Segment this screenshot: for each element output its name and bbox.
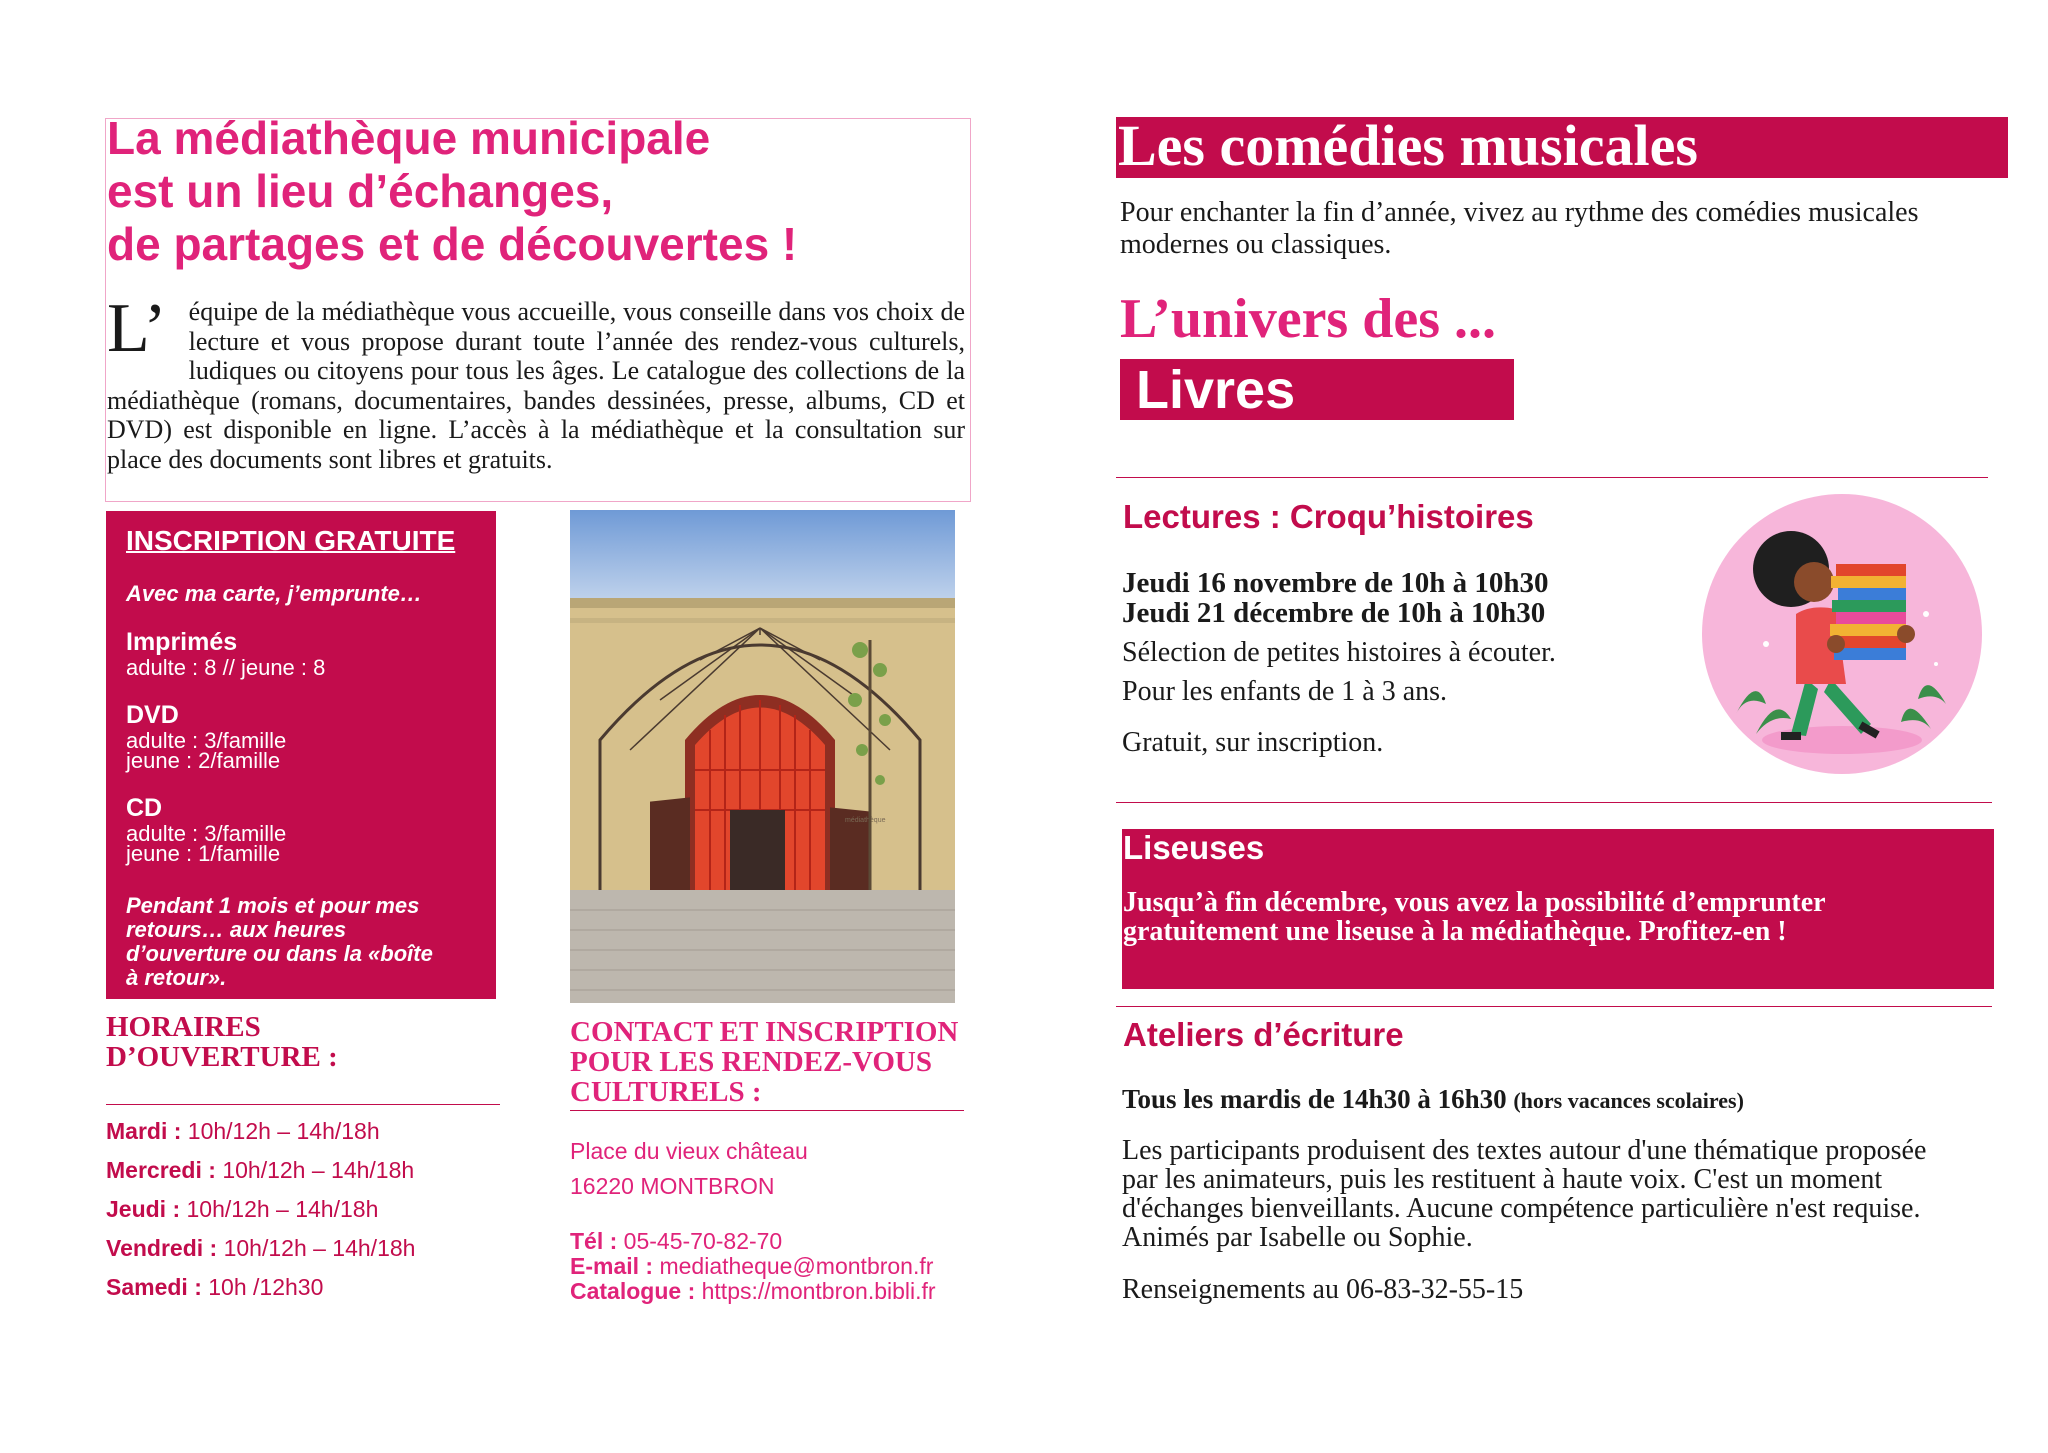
inscription-subtitle: Avec ma carte, j’emprunte… bbox=[126, 581, 422, 606]
catalogue-link[interactable]: https://montbron.bibli.fr bbox=[701, 1278, 936, 1304]
contact-address-city: 16220 MONTBRON bbox=[570, 1173, 775, 1199]
hours-day: Jeudi : bbox=[106, 1196, 181, 1222]
inscription-title: INSCRIPTION GRATUITE bbox=[126, 525, 456, 556]
comedies-line-2: modernes ou classiques. bbox=[1120, 229, 1392, 260]
univers-title: L’univers des ... bbox=[1120, 288, 1497, 350]
headline-line-3: de partages et de découvertes ! bbox=[107, 218, 798, 270]
hours-day: Vendredi : bbox=[106, 1235, 218, 1261]
hours-value: 10h/12h – 14h/18h bbox=[187, 1118, 380, 1144]
comedies-line-1: Pour enchanter la fin d’année, vivez au rythme des comédies musicales bbox=[1120, 197, 1919, 228]
headline-line-1: La médiathèque municipale bbox=[107, 112, 711, 164]
page-headline bbox=[107, 112, 967, 271]
ateliers-schedule-note: (hors vacances scolaires) bbox=[1513, 1088, 1744, 1113]
horaires-divider bbox=[106, 1104, 500, 1105]
cd-quota-adulte: adulte : 3/famille bbox=[126, 821, 287, 846]
lectures-dates bbox=[1122, 568, 1548, 628]
dvd-quota-adulte: adulte : 3/famille bbox=[126, 728, 287, 753]
ateliers-schedule bbox=[1122, 1084, 1744, 1115]
email-link[interactable]: mediatheque@montbron.fr bbox=[659, 1253, 934, 1279]
hours-row-jeudi bbox=[106, 1196, 378, 1223]
note-line-2: retours… aux heures bbox=[126, 917, 347, 942]
hours-value: 10h/12h – 14h/18h bbox=[186, 1196, 379, 1222]
section-divider bbox=[1116, 477, 1988, 478]
contact-title-line-2: POUR LES RENDEZ-VOUS bbox=[570, 1046, 932, 1078]
hours-day: Mardi : bbox=[106, 1118, 182, 1144]
liseuses-line-2: gratuitement une liseuse à la médiathèque. Profitez-en ! bbox=[1123, 916, 1787, 947]
ateliers-line-2: par les animateurs, puis les restituent à haute voix. C'est un moment bbox=[1122, 1164, 1883, 1195]
inscription-note bbox=[126, 894, 433, 990]
email-label: E-mail : bbox=[570, 1253, 654, 1279]
contact-email bbox=[570, 1253, 933, 1280]
intro-paragraph bbox=[107, 290, 965, 474]
liseuses-panel bbox=[1122, 829, 1994, 989]
comedies-description bbox=[1120, 197, 2000, 261]
horaires-title-line-1: HORAIRES bbox=[106, 1011, 261, 1043]
lectures-line-1: Sélection de petites histoires à écouter. bbox=[1122, 637, 1556, 668]
inscription-panel bbox=[106, 511, 496, 999]
comedies-title: Les comédies musicales bbox=[1118, 113, 1698, 178]
hours-value: 10h/12h – 14h/18h bbox=[222, 1157, 415, 1183]
contact-catalogue bbox=[570, 1278, 936, 1305]
dvd-quota-jeune: jeune : 2/famille bbox=[126, 748, 281, 773]
library-building-photo bbox=[570, 510, 955, 1003]
ateliers-title: Ateliers d’écriture bbox=[1123, 1016, 1404, 1053]
contact-title-line-1: CONTACT ET INSCRIPTION bbox=[570, 1016, 959, 1048]
liseuses-text bbox=[1123, 888, 1826, 946]
ateliers-line-3: d'échanges bienveillants. Aucune compétence particulière n'est requise. bbox=[1122, 1193, 1921, 1224]
contact-title-line-3: CULTURELS : bbox=[570, 1076, 762, 1108]
child-with-books-illustration bbox=[1696, 494, 1988, 774]
imprimes-heading: Imprimés bbox=[126, 628, 238, 656]
hours-value: 10h/12h – 14h/18h bbox=[223, 1235, 416, 1261]
liseuses-line-1: Jusqu’à fin décembre, vous avez la possibilité d’emprunter bbox=[1123, 887, 1826, 918]
hours-day: Samedi : bbox=[106, 1274, 202, 1300]
hours-row-mercredi bbox=[106, 1157, 414, 1184]
imprimes-quota: adulte : 8 // jeune : 8 bbox=[126, 655, 326, 680]
lectures-title: Lectures : Croqu’histoires bbox=[1123, 498, 1534, 535]
building-sign: médiathèque bbox=[845, 817, 886, 824]
intro-dropcap: L’ bbox=[107, 290, 167, 367]
hours-row-vendredi bbox=[106, 1235, 415, 1262]
headline-line-2: est un lieu d’échanges, bbox=[107, 165, 614, 217]
cd-quota-jeune: jeune : 1/famille bbox=[126, 841, 281, 866]
lectures-line-3: Gratuit, sur inscription. bbox=[1122, 727, 1384, 758]
note-line-4: à retour». bbox=[126, 965, 227, 990]
hours-row-samedi bbox=[106, 1274, 323, 1301]
section-divider bbox=[1116, 802, 1992, 803]
lectures-date-2: Jeudi 21 décembre de 10h à 10h30 bbox=[1122, 597, 1546, 629]
horaires-title bbox=[106, 1012, 338, 1072]
liseuses-title: Liseuses bbox=[1123, 829, 1265, 866]
hours-day: Mercredi : bbox=[106, 1157, 216, 1183]
hours-value: 10h /12h30 bbox=[208, 1274, 324, 1300]
lectures-line-2: Pour les enfants de 1 à 3 ans. bbox=[1122, 676, 1448, 707]
ateliers-schedule-text: Tous les mardis de 14h30 à 16h30 bbox=[1122, 1084, 1507, 1114]
note-line-1: Pendant 1 mois et pour mes bbox=[126, 893, 420, 918]
ateliers-description bbox=[1122, 1136, 1926, 1252]
contact-address-street: Place du vieux château bbox=[570, 1138, 808, 1164]
lectures-date-1: Jeudi 16 novembre de 10h à 10h30 bbox=[1122, 567, 1549, 599]
dvd-heading: DVD bbox=[126, 701, 179, 729]
livres-label: Livres bbox=[1136, 360, 1296, 420]
intro-text: équipe de la médiathèque vous accueille, vous conseille dans vos choix de lecture et vous propose durant toute l’année des rendez-vous culturels, ludiques ou citoyens pour tous les âges. Le catalogue des collections de la médiathèque (romans, documentaires, bandes dessinées, presse, albums, CD et DVD) est disponible en ligne. L’accès à la médiathèque et la consultation sur place des documents sont libres et gratuits. bbox=[107, 297, 965, 474]
ateliers-line-4: Animés par Isabelle ou Sophie. bbox=[1122, 1222, 1473, 1253]
tel-value[interactable]: 05-45-70-82-70 bbox=[623, 1228, 783, 1254]
section-divider bbox=[1116, 1006, 1992, 1007]
cd-heading: CD bbox=[126, 794, 163, 822]
tel-label: Tél : bbox=[570, 1228, 618, 1254]
horaires-title-line-2: D’OUVERTURE : bbox=[106, 1041, 338, 1073]
ateliers-contact: Renseignements au 06-83-32-55-15 bbox=[1122, 1274, 1524, 1305]
contact-divider bbox=[570, 1110, 964, 1111]
catalogue-label: Catalogue : bbox=[570, 1278, 696, 1304]
note-line-3: d’ouverture ou dans la «boîte bbox=[126, 941, 433, 966]
contact-tel bbox=[570, 1228, 782, 1255]
hours-row-mardi bbox=[106, 1118, 380, 1145]
contact-title bbox=[570, 1017, 958, 1107]
ateliers-line-1: Les participants produisent des textes autour d'une thématique proposée bbox=[1122, 1135, 1927, 1166]
